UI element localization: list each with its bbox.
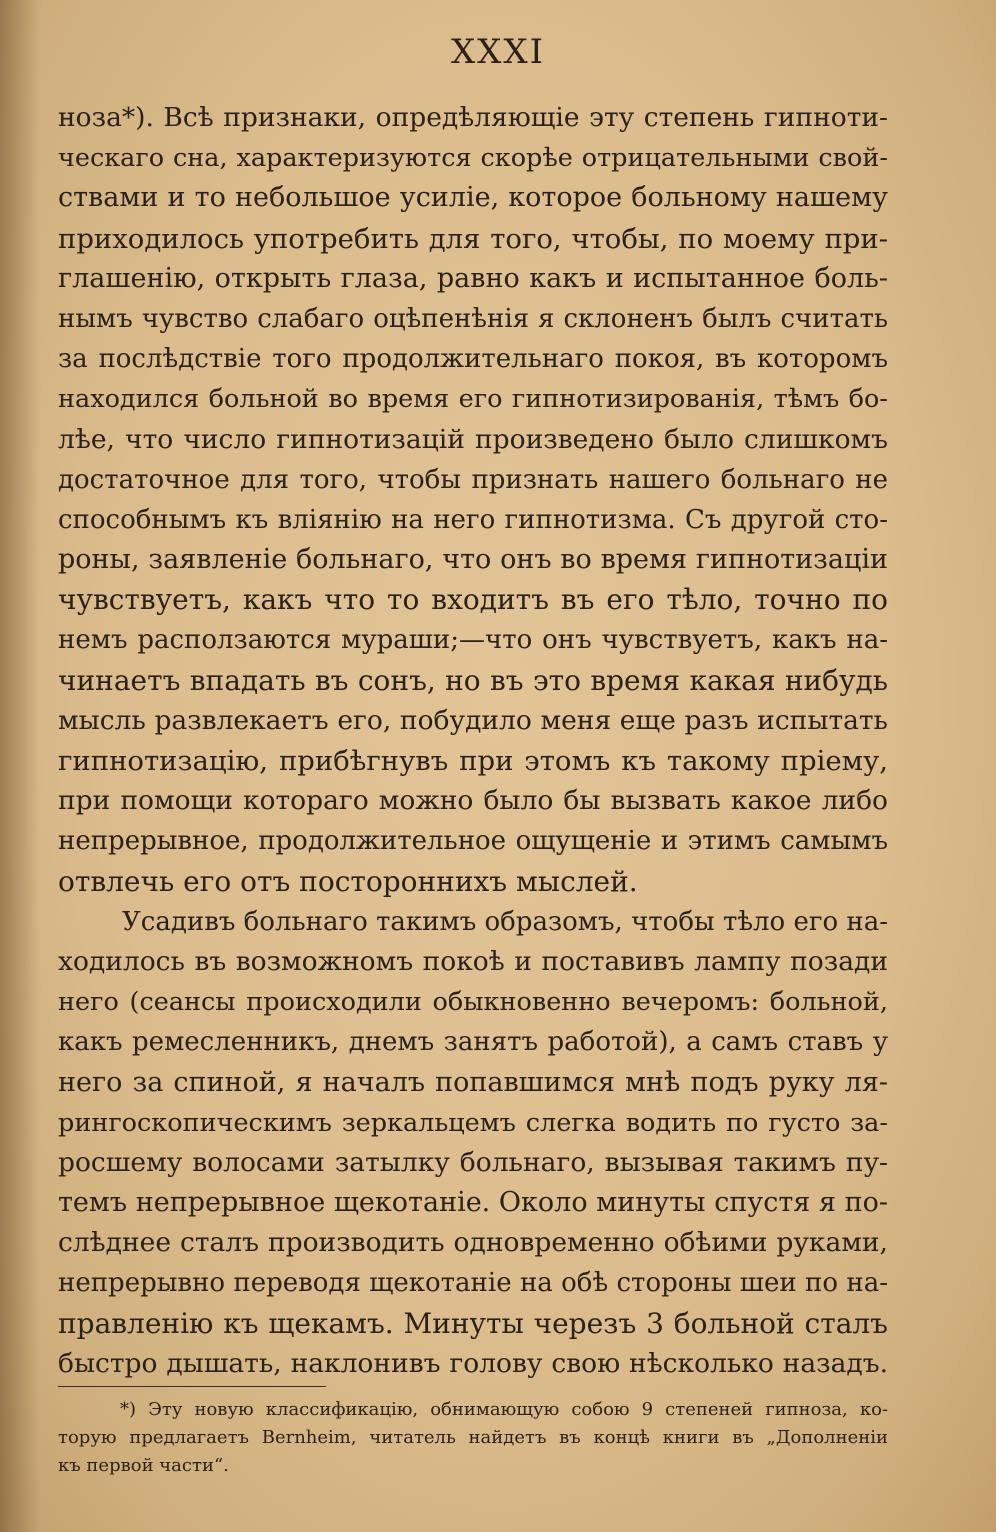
text-line: чувствуетъ, какъ что то входитъ въ его тѣло, точно по	[58, 583, 888, 617]
main-text	[58, 98, 888, 1384]
text-line: гипнотизацію, прибѣгнувъ при этомъ къ такому пріему,	[58, 745, 888, 777]
text-line: ноза*). Всѣ признаки, опредѣляющіе эту степень гипноти-	[58, 102, 888, 133]
text-line: ствами и то небольшое усиліе, которое больному нашему	[58, 182, 888, 214]
text-line: мысль развлекаетъ его, побудило меня еще разъ испытать	[58, 704, 888, 736]
binding-shadow	[0, 0, 40, 1532]
text-line: нымъ чувство слабаго оцѣпенѣнія я склоненъ былъ считать	[58, 303, 888, 334]
text-line: немъ расползаются мураши;—что онъ чувствуетъ, какъ на-	[58, 625, 888, 656]
text-line: при помощи котораго можно было бы вызвать какое либо	[58, 785, 888, 817]
text-line: способнымъ къ вліянію на него гипнотизма. Съ другой сто-	[58, 504, 888, 535]
text-line: ходилось въ возможномъ покоѣ и поставивъ лампу позади	[58, 945, 888, 977]
text-line: него за спиной, я началъ попавшимся мнѣ подъ руку ля-	[58, 1066, 888, 1098]
text-line: приходилось употребить для того, чтобы, по моему при-	[58, 222, 888, 255]
text-line: темъ непрерывное щекотаніе. Около минуты спустя я по-	[58, 1187, 888, 1219]
footnote-divider	[58, 1386, 326, 1387]
text-line: ческаго сна, характеризуются скорѣе отрицательными свой-	[58, 143, 888, 174]
footnote	[58, 1396, 888, 1480]
text-line: достаточное для того, чтобы признать нашего больнаго не	[58, 464, 888, 495]
text-line: какъ ремесленникъ, днемъ занятъ работой), а самъ ставъ у	[58, 1027, 888, 1058]
text-line: правленію къ щекамъ. Минуты черезъ 3 больной сталъ	[58, 1306, 888, 1340]
text-line: быстро дышать, наклонивъ голову свою нѣсколько назадъ.	[58, 1347, 888, 1379]
footnote-line: *) Эту новую классификацію, обнимающую собою 9 степеней гипноза, ко-	[120, 1399, 888, 1420]
text-line: слѣднее сталъ производить одновременно обѣими руками,	[58, 1227, 888, 1259]
text-line: глашенію, открыть глаза, равно какъ и испытанное боль-	[58, 262, 888, 294]
page-number: XXXI	[450, 32, 546, 72]
text-line: чинаетъ впадать въ сонъ, но въ это время какая нибудь	[58, 663, 888, 697]
text-line: за послѣдствіе того продолжительнаго покоя, въ которомъ	[58, 344, 888, 375]
text-line: роны, заявленіе больнаго, что онъ во время гипнотизаціи	[58, 544, 888, 576]
text-line: рингоскопическимъ зеркальцемъ слегка водить по густо за-	[58, 1107, 888, 1138]
text-line: непрерывно переводя щекотаніе на обѣ стороны шеи по на-	[58, 1268, 888, 1299]
text-line: непрерывное, продолжительное ощущеніе и этимъ самымъ	[58, 826, 888, 857]
text-line: находился больной во время его гипнотизированія, тѣмъ бо-	[58, 384, 888, 415]
text-line: лѣе, что число гипнотизацій произведено было слишкомъ	[58, 423, 888, 455]
text-line: Усадивъ больнаго такимъ образомъ, чтобы тѣло его на-	[122, 906, 888, 937]
text-line: росшему волосами затылку больнаго, вызывая такимъ пу-	[58, 1146, 888, 1178]
footnote-line: торую предлагаетъ Bernheim, читатель найдетъ въ концѣ книги въ „Дополненіи	[58, 1427, 888, 1448]
text-line: него (сеансы происходили обыкновенно вечеромъ: больной,	[58, 987, 888, 1018]
footnote-line: къ первой части“.	[58, 1455, 229, 1476]
text-line: отвлечь его отъ постороннихъ мыслей.	[58, 864, 638, 898]
